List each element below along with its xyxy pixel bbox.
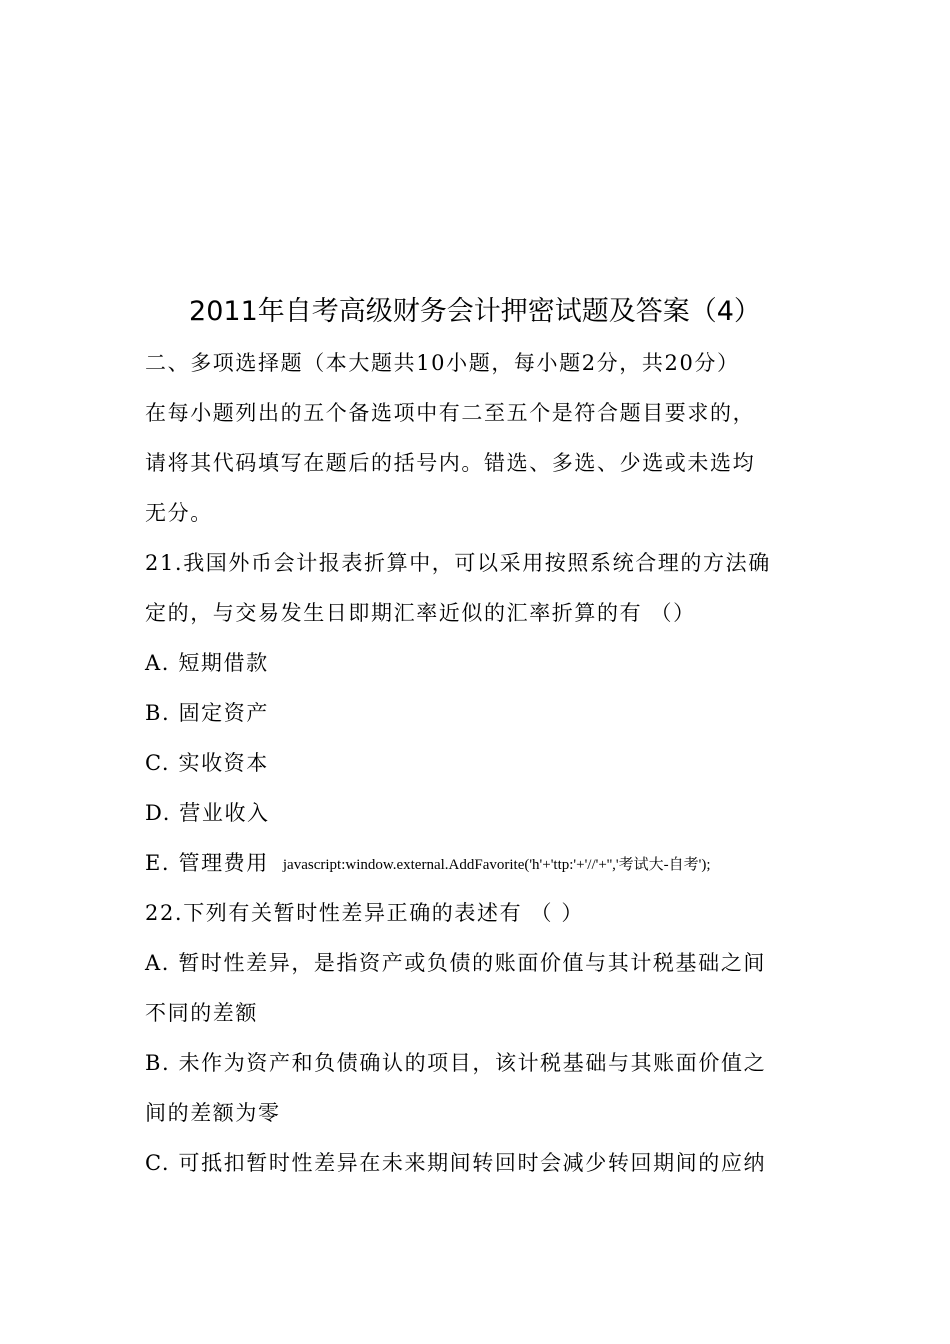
script-note: javascript:window.external.AddFavorite('h'+'ttp:'+'//'+'','考试大-自考'); bbox=[282, 857, 711, 873]
question-21-line-1: 21.我国外币会计报表折算中，可以采用按照系统合理的方法确 bbox=[145, 551, 771, 575]
option-22-b-line-1: B. 未作为资产和负债确认的项目，该计税基础与其账面价值之 bbox=[145, 1051, 767, 1075]
option-21-e-row bbox=[145, 846, 711, 882]
option-22-a-line-2: 不同的差额 bbox=[145, 1001, 258, 1025]
option-22-a-line-1: A. 暂时性差异，是指资产或负债的账面价值与其计税基础之间 bbox=[145, 951, 766, 975]
question-21-line-2: 定的，与交易发生日即期汇率近似的汇率折算的有 （） bbox=[145, 601, 696, 625]
question-22-line-1: 22.下列有关暂时性差异正确的表述有 （ ） bbox=[145, 901, 584, 925]
option-22-b-line-2: 间的差额为零 bbox=[145, 1101, 281, 1125]
instruction-line-3: 无分。 bbox=[145, 501, 213, 525]
instruction-line-1: 在每小题列出的五个备选项中有二至五个是符合题目要求的， bbox=[145, 401, 756, 425]
document-title: 2011年自考高级财务会计押密试题及答案（4） bbox=[189, 296, 761, 327]
option-21-d: D. 营业收入 bbox=[145, 801, 270, 825]
option-21-e: E. 管理费用 bbox=[145, 851, 269, 875]
instruction-line-2: 请将其代码填写在题后的括号内。错选、多选、少选或未选均 bbox=[145, 451, 756, 475]
option-21-a: A. 短期借款 bbox=[145, 651, 269, 675]
option-22-c-line-1: C. 可抵扣暂时性差异在未来期间转回时会减少转回期间的应纳 bbox=[145, 1151, 767, 1175]
option-21-c: C. 实收资本 bbox=[145, 751, 269, 775]
section-heading: 二、多项选择题（本大题共10小题，每小题2分，共20分） bbox=[145, 351, 740, 375]
option-21-b: B. 固定资产 bbox=[145, 701, 269, 725]
